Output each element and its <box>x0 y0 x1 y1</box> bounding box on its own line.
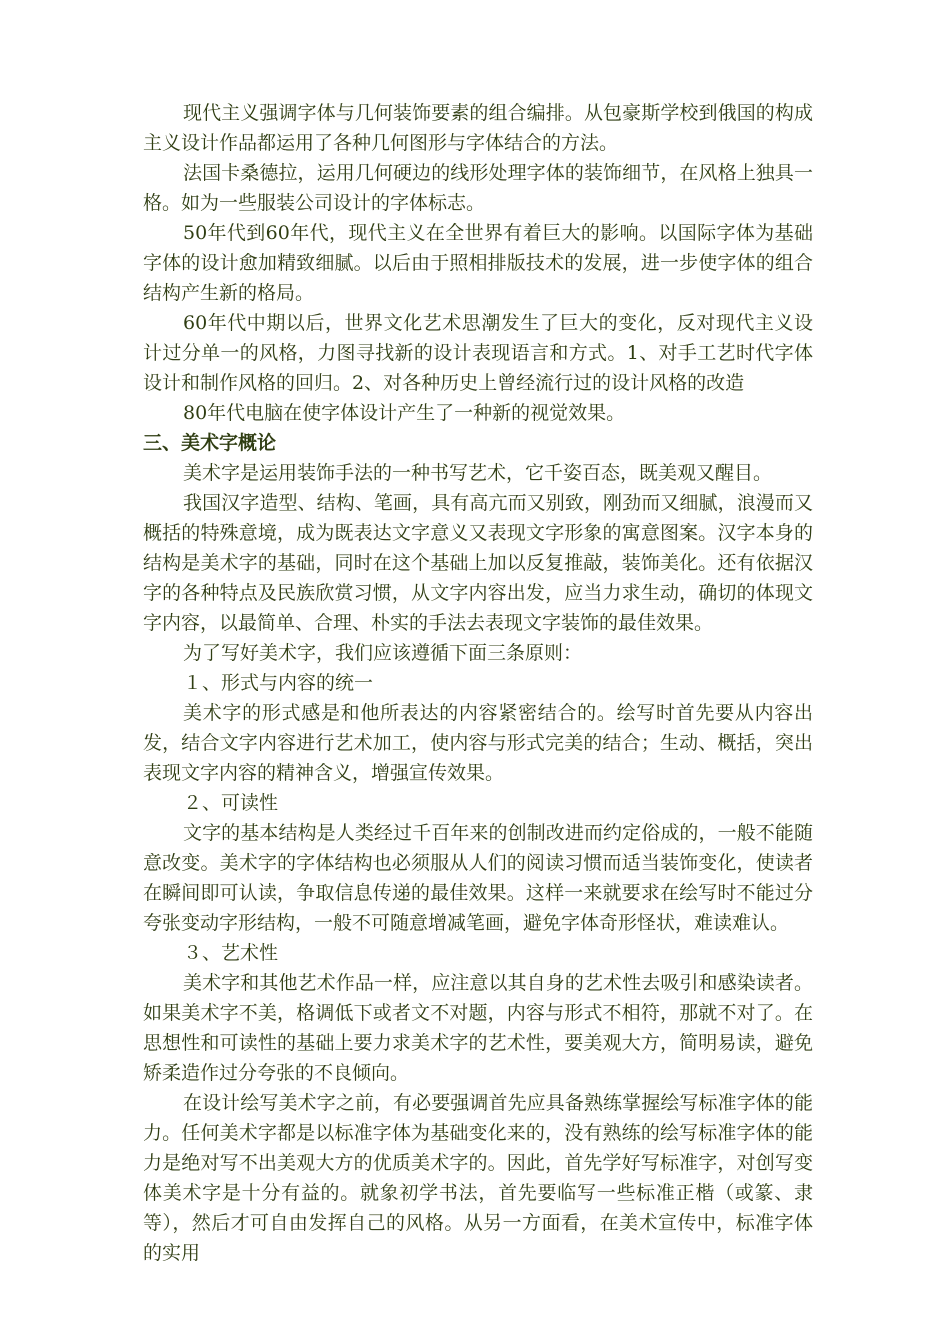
paragraph-principle-1: 美术字的形式感是和他所表达的内容紧密结合的。绘写时首先要从内容出发，结合文字内容进行艺术加工，使内容与形式完美的结合；生动、概括，突出表现文字内容的精神含义，增强宣传效果。 <box>143 702 813 784</box>
principle-3-heading: ３、艺术性 <box>183 942 279 964</box>
paragraph-standard-fonts: 在设计绘写美术字之前，有必要强调首先应具备熟练掌握绘写标准字体的能力。任何美术字都是以标准字体为基础变化来的，没有熟练的绘写标准字体的能力是绝对写不出美观大方的优质美术字的。因此，首先学好写标准字，对创写变体美术字是十分有益的。就象初学书法，首先要临写一些标准正楷（或篆、隶等），然后才可自由发挥自己的风格。从另一方面看，在美术宣传中，标准字体的实用 <box>143 1092 813 1264</box>
paragraph-mid-60s: 60年代中期以后，世界文化艺术思潮发生了巨大的变化，反对现代主义设计过分单一的风格，力图寻找新的设计表现语言和方式。1、对手工艺时代字体设计和制作风格的回归。2、对各种历史上曾经流行过的设计风格的改造 <box>143 312 813 394</box>
paragraph-art-font-definition: 美术字是运用装饰手法的一种书写艺术，它千姿百态，既美观又醒目。 <box>183 462 773 484</box>
paragraph-80s-computer: 80年代电脑在使字体设计产生了一种新的视觉效果。 <box>183 402 626 424</box>
section-heading-art-fonts: 三、美术字概论 <box>143 432 277 454</box>
document-body <box>143 98 813 1268</box>
paragraph-three-principles-intro: 为了写好美术字，我们应该遵循下面三条原则： <box>183 642 583 664</box>
paragraph-cassandre: 法国卡桑德拉，运用几何硬边的线形处理字体的装饰细节，在风格上独具一格。如为一些服装公司设计的字体标志。 <box>143 162 813 214</box>
paragraph-modernism-geometry: 现代主义强调字体与几何装饰要素的组合编排。从包豪斯学校到俄国的构成主义设计作品都运用了各种几何图形与字体结合的方法。 <box>143 102 813 154</box>
paragraph-principle-3: 美术字和其他艺术作品一样，应注意以其自身的艺术性去吸引和感染读者。如果美术字不美，格调低下或者文不对题，内容与形式不相符，那就不对了。在思想性和可读性的基础上要力求美术字的艺术性，要美观大方，简明易读，避免矫柔造作过分夸张的不良倾向。 <box>143 972 813 1084</box>
principle-2-heading: ２、可读性 <box>183 792 279 814</box>
paragraph-50s-60s: 50年代到60年代，现代主义在全世界有着巨大的影响。以国际字体为基础字体的设计愈加精致细腻。以后由于照相排版技术的发展，进一步使字体的组合结构产生新的格局。 <box>143 222 813 304</box>
paragraph-chinese-characters: 我国汉字造型、结构、笔画，具有高亢而又别致，刚劲而又细腻，浪漫而又概括的特殊意境，成为既表达文字意义又表现文字形象的寓意图案。汉字本身的结构是美术字的基础，同时在这个基础上加以反复推敲，装饰美化。还有依据汉字的各种特点及民族欣赏习惯，从文字内容出发，应当力求生动，确切的体现文字内容，以最简单、合理、朴实的手法去表现文字装饰的最佳效果。 <box>143 492 813 634</box>
principle-1-heading: １、形式与内容的统一 <box>183 672 374 694</box>
paragraph-principle-2: 文字的基本结构是人类经过千百年来的创制改进而约定俗成的，一般不能随意改变。美术字的字体结构也必须服从人们的阅读习惯而适当装饰变化，使读者在瞬间即可认读，争取信息传递的最佳效果。这样一来就要求在绘写时不能过分夸张变动字形结构，一般不可随意增减笔画，避免字体奇形怪状，难读难认。 <box>143 822 813 934</box>
